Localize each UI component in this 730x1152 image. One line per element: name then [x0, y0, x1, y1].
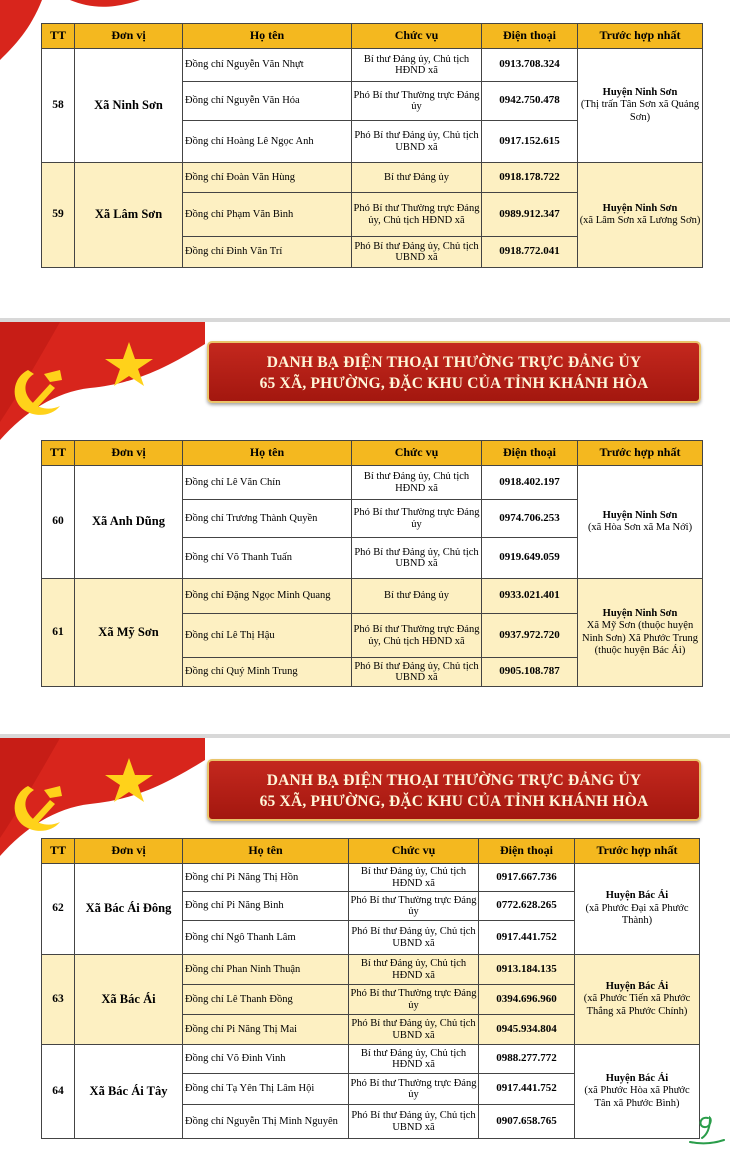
column-header: Đơn vị [75, 24, 183, 49]
phone-number: 0917.441.752 [479, 1074, 575, 1105]
previous-communes: (xã Phước Tiến xã Phước Thắng xã Phước Chính) [583, 993, 691, 1017]
person-role: Phó Bí thư Thường trực Đảng ủy [352, 82, 482, 121]
unit-name: Xã Anh Dũng [75, 466, 183, 579]
column-header: Điện thoại [482, 24, 578, 49]
phone-number: 0942.750.478 [482, 82, 578, 121]
previous-district: Huyện Bác Ái [605, 980, 669, 992]
previous-unit [578, 163, 703, 268]
table-row [42, 163, 703, 193]
person-role: Phó Bí thư Đảng ủy, Chủ tịch UBND xã [352, 121, 482, 163]
person-name: Đồng chí Trương Thành Quyền [183, 500, 352, 538]
previous-communes: (xã Lâm Sơn xã Lương Sơn) [579, 215, 701, 226]
person-name: Đồng chí Nguyễn Văn Hóa [183, 82, 352, 121]
unit-name: Xã Bác Ái [75, 955, 183, 1045]
column-header: Đơn vị [75, 441, 183, 466]
column-header: TT [42, 441, 75, 466]
table-row [42, 864, 700, 892]
row-number: 58 [42, 49, 75, 163]
previous-communes: (xã Hòa Sơn xã Ma Nới) [587, 522, 693, 533]
person-role: Phó Bí thư Thường trực Đảng ủy, Chủ tịch HĐND xã [352, 614, 482, 658]
person-name: Đồng chí Nguyễn Thị Minh Nguyên [183, 1105, 349, 1139]
person-role: Phó Bí thư Đảng ủy, Chủ tịch UBND xã [352, 538, 482, 579]
banner-line-2: 65 XÃ, PHƯỜNG, ĐẶC KHU CỦA TỈNH KHÁNH HÒA [259, 793, 649, 810]
row-number: 60 [42, 466, 75, 579]
phone-number: 0933.021.401 [482, 579, 578, 614]
phone-number: 0917.441.752 [479, 921, 575, 955]
unit-name: Xã Bác Ái Tây [75, 1045, 183, 1139]
column-header: Đơn vị [75, 839, 183, 864]
previous-district: Huyện Ninh Sơn [602, 202, 678, 214]
person-name: Đồng chí Phan Ninh Thuận [183, 955, 349, 985]
previous-communes: (xã Phước Hòa xã Phước Tân xã Phước Bình) [584, 1085, 690, 1109]
column-header: Họ tên [183, 441, 352, 466]
column-header: Trước hợp nhất [575, 839, 700, 864]
column-header: Điện thoại [482, 441, 578, 466]
phone-number: 0913.184.135 [479, 955, 575, 985]
phone-number: 0918.402.197 [482, 466, 578, 500]
column-header: Họ tên [183, 24, 352, 49]
row-number: 63 [42, 955, 75, 1045]
unit-name: Xã Ninh Sơn [75, 49, 183, 163]
person-role: Phó Bí thư Đảng ủy, Chủ tịch UBND xã [349, 1105, 479, 1139]
table-row [42, 955, 700, 985]
person-role: Bí thư Đảng ủy, Chủ tịch HĐND xã [349, 864, 479, 892]
column-header: TT [42, 839, 75, 864]
directory-table-3 [41, 838, 700, 1139]
table-header-row [42, 24, 703, 49]
banner-title [207, 759, 701, 821]
banner-title [207, 341, 701, 403]
person-role: Bí thư Đảng ủy, Chủ tịch HĐND xã [349, 955, 479, 985]
person-role: Phó Bí thư Thường trực Đảng ủy, Chủ tịch HĐND xã [352, 193, 482, 237]
column-header: Trước hợp nhất [578, 24, 703, 49]
column-header: Trước hợp nhất [578, 441, 703, 466]
person-role: Bí thư Đảng ủy [352, 579, 482, 614]
table-row [42, 1045, 700, 1074]
previous-district: Huyện Bác Ái [605, 1072, 669, 1084]
unit-name: Xã Lâm Sơn [75, 163, 183, 268]
person-role: Phó Bí thư Thường trực Đảng ủy [349, 1074, 479, 1105]
table-header-row [42, 839, 700, 864]
phone-number: 0917.667.736 [479, 864, 575, 892]
person-name: Đồng chí Pi Năng Thị Mai [183, 1015, 349, 1045]
table-row [42, 579, 703, 614]
previous-unit [575, 1045, 700, 1139]
person-name: Đồng chí Lê Văn Chín [183, 466, 352, 500]
previous-unit [578, 49, 703, 163]
phone-number: 0919.649.059 [482, 538, 578, 579]
phone-number: 0772.628.265 [479, 892, 575, 921]
row-number: 64 [42, 1045, 75, 1139]
previous-unit [578, 579, 703, 687]
person-name: Đồng chí Phạm Văn Bình [183, 193, 352, 237]
person-name: Đồng chí Võ Đình Vinh [183, 1045, 349, 1074]
person-name: Đồng chí Đinh Văn Trí [183, 237, 352, 268]
previous-unit [575, 955, 700, 1045]
previous-communes: (xã Phước Đại xã Phước Thành) [585, 902, 689, 927]
banner-line-1: DANH BẠ ĐIỆN THOẠI THƯỜNG TRỰC ĐẢNG ỦY [266, 772, 642, 789]
row-number: 61 [42, 579, 75, 687]
person-role: Phó Bí thư Thường trực Đảng ủy [349, 892, 479, 921]
person-role: Bí thư Đảng ủy, Chủ tịch HĐND xã [352, 466, 482, 500]
phone-number: 0394.696.960 [479, 985, 575, 1015]
column-header: Chức vụ [349, 839, 479, 864]
person-name: Đồng chí Đặng Ngọc Minh Quang [183, 579, 352, 614]
banner-line-2: 65 XÃ, PHƯỜNG, ĐẶC KHU CỦA TỈNH KHÁNH HÒA [259, 375, 649, 392]
previous-district: Huyện Bác Ái [605, 890, 669, 902]
person-role: Phó Bí thư Đảng ủy, Chủ tịch UBND xã [349, 921, 479, 955]
person-role: Bí thư Đảng ủy [352, 163, 482, 193]
person-role: Phó Bí thư Đảng ủy, Chủ tịch UBND xã [349, 1015, 479, 1045]
phone-number: 0913.708.324 [482, 49, 578, 82]
person-name: Đồng chí Tạ Yên Thị Lâm Hội [183, 1074, 349, 1105]
person-role: Bí thư Đảng ủy, Chủ tịch HĐND xã [352, 49, 482, 82]
phone-number: 0905.108.787 [482, 658, 578, 687]
signature-icon [686, 1112, 726, 1148]
person-name: Đồng chí Hoàng Lê Ngọc Anh [183, 121, 352, 163]
person-name: Đồng chí Võ Thanh Tuấn [183, 538, 352, 579]
person-name: Đồng chí Lê Thị Hậu [183, 614, 352, 658]
previous-district: Huyện Ninh Sơn [602, 607, 678, 619]
column-header: Chức vụ [352, 441, 482, 466]
column-header: TT [42, 24, 75, 49]
phone-number: 0937.972.720 [482, 614, 578, 658]
person-role: Phó Bí thư Thường trực Đảng ủy [349, 985, 479, 1015]
banner-line-1: DANH BẠ ĐIỆN THOẠI THƯỜNG TRỰC ĐẢNG ỦY [266, 354, 642, 371]
person-role: Phó Bí thư Đảng ủy, Chủ tịch UBND xã [352, 237, 482, 268]
table-row [42, 49, 703, 82]
phone-number: 0907.658.765 [479, 1105, 575, 1139]
unit-name: Xã Mỹ Sơn [75, 579, 183, 687]
column-header: Chức vụ [352, 24, 482, 49]
phone-number: 0918.772.041 [482, 237, 578, 268]
hammer-sickle-star-flag-icon [0, 322, 210, 440]
directory-table-2 [41, 440, 703, 687]
person-name: Đồng chí Nguyễn Văn Nhựt [183, 49, 352, 82]
previous-district: Huyện Ninh Sơn [602, 509, 678, 521]
row-number: 62 [42, 864, 75, 955]
previous-unit [578, 466, 703, 579]
previous-district: Huyện Ninh Sơn [602, 86, 678, 98]
column-header: Họ tên [183, 839, 349, 864]
phone-number: 0918.178.722 [482, 163, 578, 193]
phone-number: 0988.277.772 [479, 1045, 575, 1074]
previous-communes: Xã Mỹ Sơn (thuộc huyện Ninh Sơn) Xã Phước Trung (thuộc huyện Bác Ái) [582, 620, 698, 656]
unit-name: Xã Bác Ái Đông [75, 864, 183, 955]
previous-unit [575, 864, 700, 955]
directory-table-1 [41, 23, 703, 268]
person-name: Đồng chí Quý Minh Trung [183, 658, 352, 687]
person-name: Đồng chí Ngô Thanh Lâm [183, 921, 349, 955]
previous-communes: (Thị trấn Tân Sơn xã Quảng Sơn) [580, 99, 700, 123]
phone-number: 0989.912.347 [482, 193, 578, 237]
person-role: Phó Bí thư Thường trực Đảng ủy [352, 500, 482, 538]
person-name: Đồng chí Pi Năng Bình [183, 892, 349, 921]
phone-number: 0945.934.804 [479, 1015, 575, 1045]
person-role: Phó Bí thư Đảng ủy, Chủ tịch UBND xã [352, 658, 482, 687]
person-name: Đồng chí Đoàn Văn Hùng [183, 163, 352, 193]
phone-number: 0917.152.615 [482, 121, 578, 163]
phone-number: 0974.706.253 [482, 500, 578, 538]
person-role: Bí thư Đảng ủy, Chủ tịch HĐND xã [349, 1045, 479, 1074]
person-name: Đồng chí Lê Thanh Đồng [183, 985, 349, 1015]
person-name: Đồng chí Pi Năng Thị Hồn [183, 864, 349, 892]
table-row [42, 466, 703, 500]
table-header-row [42, 441, 703, 466]
row-number: 59 [42, 163, 75, 268]
column-header: Điện thoại [479, 839, 575, 864]
